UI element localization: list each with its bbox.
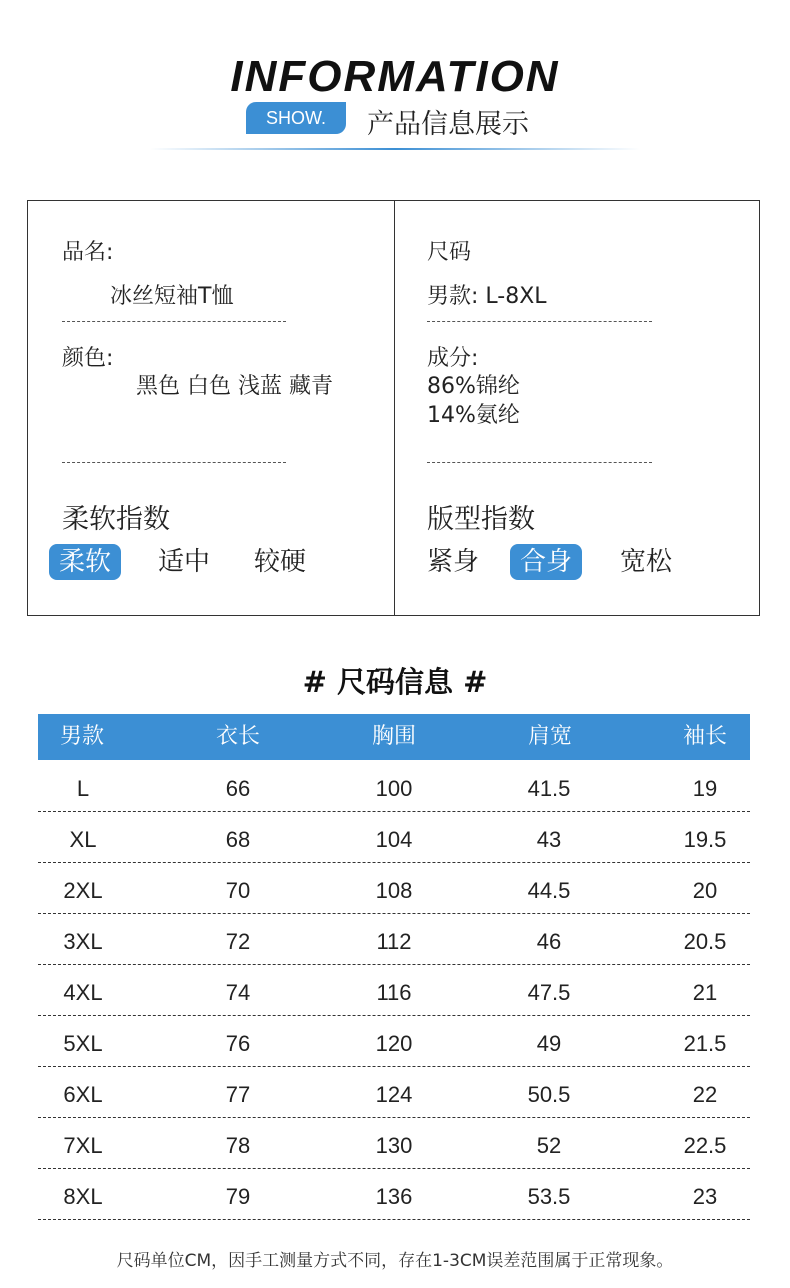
table-cell: 136 [375, 1184, 413, 1209]
table-cell: 43 [536, 827, 562, 852]
table-row [38, 863, 750, 914]
softness-option-soft: 柔软 [49, 544, 121, 580]
material-spandex: 14%氨纶 [427, 403, 520, 428]
table-cell: 130 [375, 1133, 413, 1158]
table-cell: 108 [375, 878, 413, 903]
table-cell: 112 [376, 929, 412, 954]
footer-note: 尺码单位CM，因手工测量方式不同，存在1-3CM误差范围属于正常现象。 [116, 1251, 674, 1271]
table-cell: 47.5 [527, 980, 571, 1005]
table-cell: 3XL [63, 929, 103, 954]
table-cell: 53.5 [527, 1184, 571, 1209]
header-shoulder: 肩宽 [528, 724, 573, 749]
fit-option-regular: 合身 [510, 544, 582, 580]
header-length: 衣长 [216, 724, 261, 749]
table-cell: XL [69, 827, 97, 852]
table-row [38, 914, 750, 965]
title-underline [150, 148, 640, 150]
table-row [38, 812, 750, 863]
table-cell: 22 [692, 1082, 718, 1107]
table-cell: 21.5 [683, 1031, 727, 1056]
fit-option-tight: 紧身 [427, 547, 480, 577]
table-cell: 46 [536, 929, 562, 954]
material-label: 成分: [427, 346, 479, 371]
table-cell: 20.5 [683, 929, 727, 954]
size-value: 男款: L-8XL [427, 284, 547, 309]
fit-option-loose: 宽松 [620, 547, 673, 577]
table-cell: 44.5 [527, 878, 571, 903]
table-cell: 74 [225, 980, 251, 1005]
size-table-header [38, 714, 750, 760]
table-cell: 116 [376, 980, 412, 1005]
divider [62, 321, 286, 322]
table-cell: 52 [536, 1133, 562, 1158]
table-cell: 5XL [63, 1031, 103, 1056]
softness-option-hard: 较硬 [254, 547, 307, 577]
fit-title: 版型指数 [427, 504, 535, 535]
color-value: 黑色 白色 浅蓝 藏青 [136, 374, 333, 399]
table-cell: 49 [536, 1031, 562, 1056]
table-row [38, 1016, 750, 1067]
table-cell: 6XL [63, 1082, 103, 1107]
softness-option-medium: 适中 [158, 547, 211, 577]
table-cell: 41.5 [527, 776, 571, 801]
header-chest: 胸围 [372, 724, 417, 749]
softness-title: 柔软指数 [62, 504, 170, 535]
divider [427, 462, 652, 463]
table-cell: 8XL [63, 1184, 103, 1209]
table-cell: 21 [692, 980, 718, 1005]
table-cell: 72 [225, 929, 251, 954]
table-row [38, 965, 750, 1016]
product-info-box [27, 200, 760, 616]
table-cell: 50.5 [527, 1082, 571, 1107]
name-label: 品名: [62, 240, 114, 265]
table-cell: 23 [692, 1184, 718, 1209]
header-sleeve: 袖长 [683, 724, 728, 749]
table-cell: 2XL [63, 878, 103, 903]
table-cell: 124 [375, 1082, 413, 1107]
show-badge: SHOW. [246, 102, 346, 134]
table-cell: 19 [692, 776, 718, 801]
table-cell: 4XL [63, 980, 103, 1005]
table-row [38, 1169, 750, 1220]
divider [427, 321, 652, 322]
table-cell: 79 [225, 1184, 251, 1209]
table-cell: 120 [375, 1031, 413, 1056]
table-cell: 19.5 [683, 827, 727, 852]
header-gender: 男款 [60, 724, 105, 749]
size-table-title: # 尺码信息 # [302, 665, 488, 699]
table-cell: 77 [225, 1082, 251, 1107]
name-value: 冰丝短袖T恤 [110, 284, 234, 309]
table-row [38, 761, 750, 812]
table-cell: 100 [375, 776, 413, 801]
table-cell: 104 [375, 827, 413, 852]
table-cell: 20 [692, 878, 718, 903]
table-cell: 66 [225, 776, 251, 801]
color-label: 颜色: [62, 346, 114, 371]
material-nylon: 86%锦纶 [427, 374, 520, 399]
table-cell: 22.5 [683, 1133, 727, 1158]
table-row [38, 1067, 750, 1118]
column-divider [394, 201, 395, 615]
table-cell: L [76, 776, 90, 801]
table-cell: 76 [225, 1031, 251, 1056]
table-cell: 78 [225, 1133, 251, 1158]
divider [62, 462, 286, 463]
table-cell: 68 [225, 827, 251, 852]
table-cell: 7XL [63, 1133, 103, 1158]
size-label: 尺码 [427, 240, 472, 265]
page-title: INFORMATION [230, 52, 560, 101]
page-subtitle: 产品信息展示 [367, 109, 529, 140]
table-row [38, 1118, 750, 1169]
table-cell: 70 [225, 878, 251, 903]
